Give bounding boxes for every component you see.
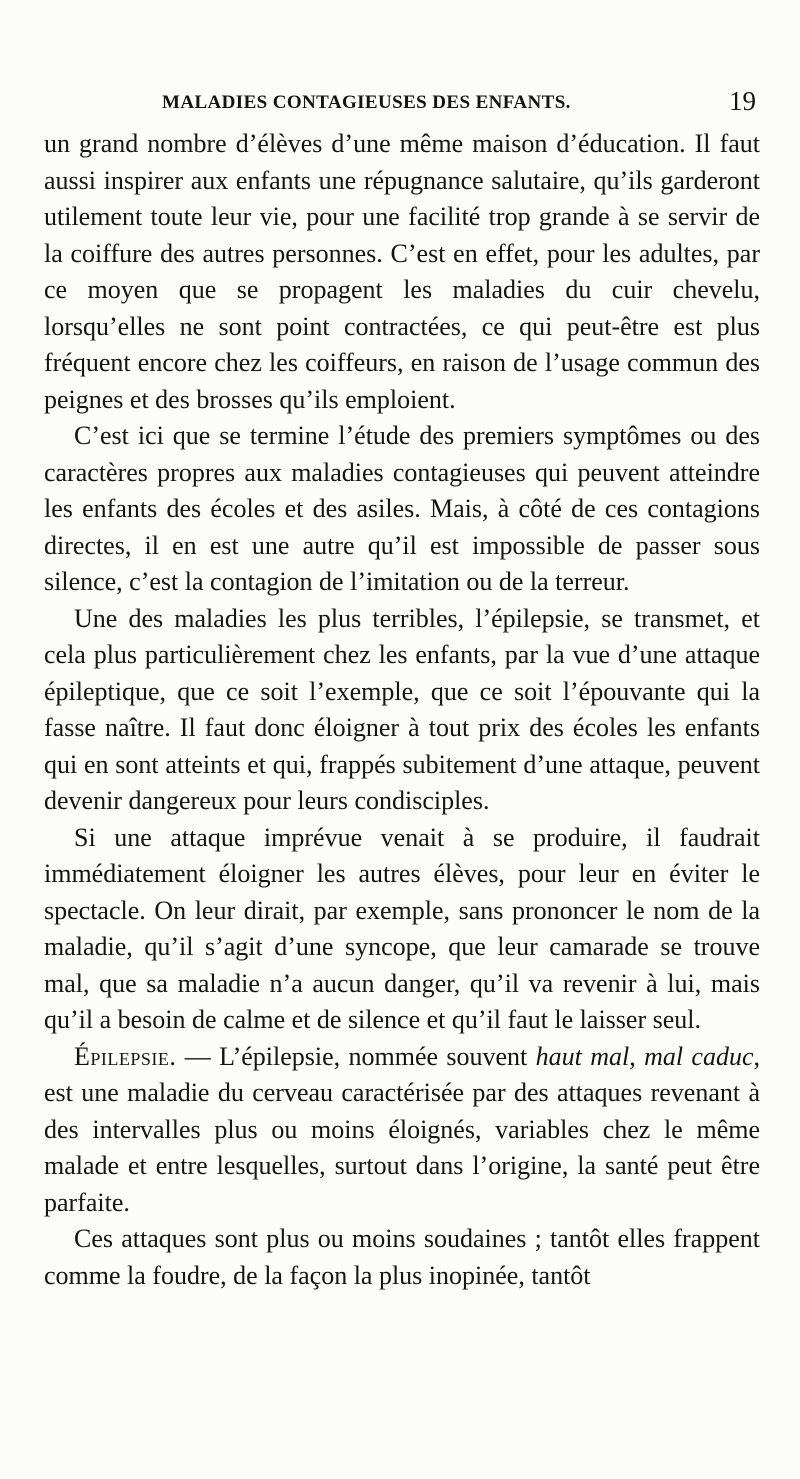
running-head — [44, 86, 758, 120]
term-haut-mal: haut mal — [535, 1041, 630, 1071]
paragraph-2: C’est ici que se termine l’étude des premiers symptômes ou des caractères propres aux maladies contagieuses qui peuvent atteindre les enfants des écoles et des asiles. Mais, à côté de ces contagions directes, il en est une autre qu’il est impossible de passer sous silence, c’est la contagion de l’imitation ou de la terreur. — [44, 421, 760, 596]
section-heading-epilepsie: Épilepsie. — [74, 1041, 177, 1071]
paragraph-4: Si une attaque imprévue venait à se produire, il faudrait immédiatement éloigner les autres élèves, pour leur en éviter le spectacle. On leur dirait, par exemple, sans prononcer le nom de la maladie, qu’il s’agit d’une syncope, que leur camarade se trouve mal, que sa maladie n’a aucun danger, qu’il va revenir à lui, mais qu’il a besoin de calme et de silence et qu’il faut le laisser seul. — [44, 822, 760, 1034]
section-intro: — L’épilepsie, nommée souvent — [176, 1041, 536, 1071]
paragraph-6: Ces attaques sont plus ou moins soudaines ; tantôt elles frappent comme la foudre, de la façon la plus inopinée, tantôt — [44, 1224, 760, 1290]
section-rest: , est une maladie du cerveau caractérisée par des attaques revenant à des intervalles plus ou moins éloignés, variables chez le même malade et entre lesquelles, surtout dans l’origine, la santé peut être parfaite. — [44, 1041, 760, 1217]
paragraph-1: un grand nombre d’élèves d’une même maison d’éducation. Il faut aussi inspirer aux enfants une répugnance salutaire, qu’ils garderont utilement toute leur vie, pour une facilité trop grande à se servir de la coiffure des autres personnes. C’est en effet, pour les adultes, par ce moyen que se propagent les maladies du cuir chevelu, lorsqu’elles ne sont point contractées, ce qui peut-être est plus fréquent encore chez les coiffeurs, en raison de l’usage commun des peignes et des brosses qu’ils emploient. — [44, 129, 760, 414]
term-separator: , — [629, 1041, 645, 1071]
term-mal-caduc: mal caduc — [644, 1041, 754, 1071]
paragraph-5-epilepsie — [44, 1039, 760, 1222]
paragraph-3: Une des maladies les plus terribles, l’épilepsie, se transmet, et cela plus particulièrement chez les enfants, par la vue d’une attaque épileptique, que ce soit l’exemple, que ce soit l’épouvante qui la fasse naître. Il faut donc éloigner à tout prix des écoles les enfants qui en sont atteints et qui, frappés subitement d’une attaque, peuvent devenir dangereux pour leurs condisciples. — [44, 603, 760, 815]
running-title: MALADIES CONTAGIEUSES DES ENFANTS. — [162, 92, 571, 113]
body-text — [44, 126, 760, 1294]
page-number: 19 — [729, 86, 756, 116]
